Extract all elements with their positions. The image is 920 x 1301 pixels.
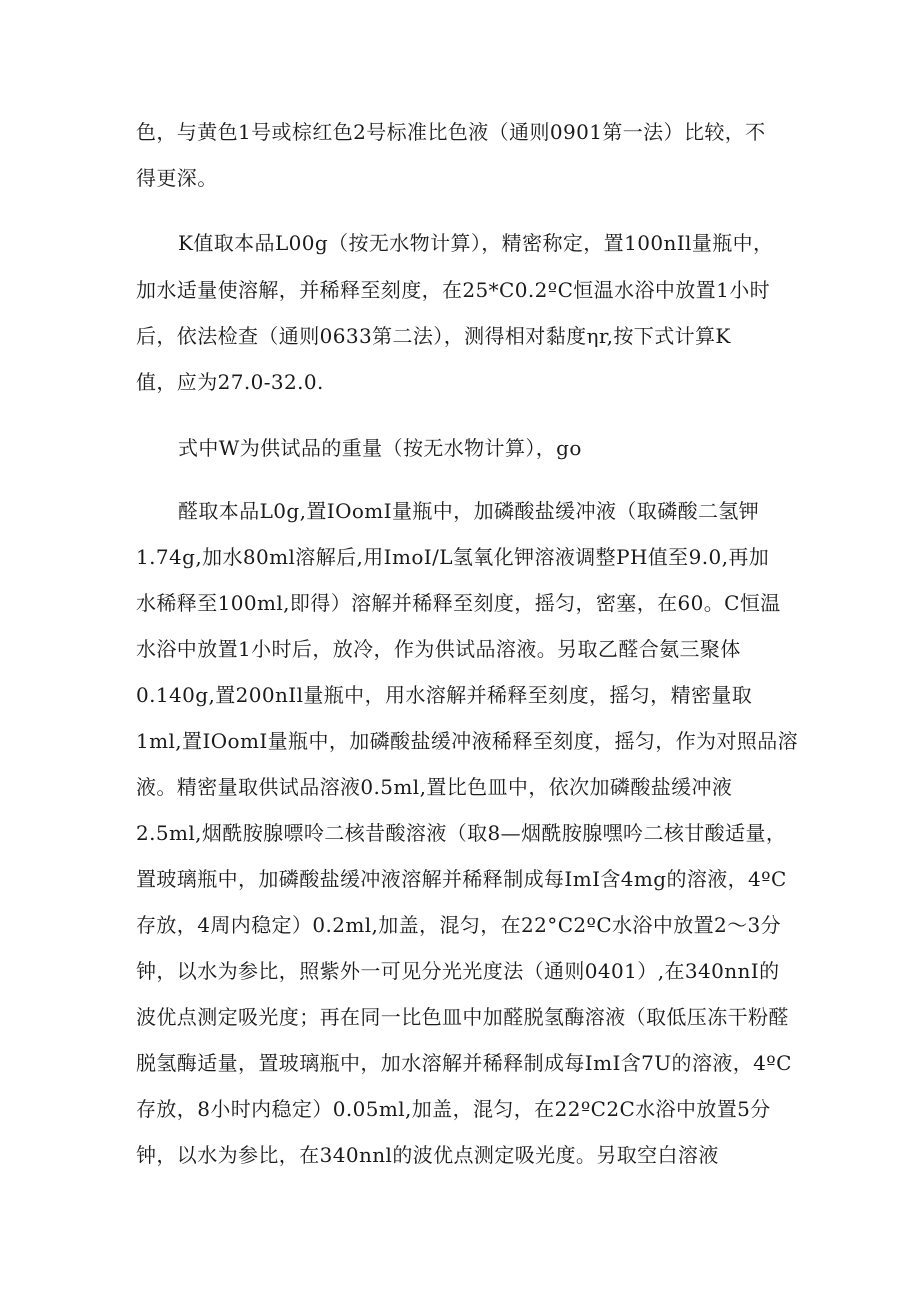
text-line: 置玻璃瓶中，加磷酸盐缓冲液溶解并稀释制成每ImI含4mg的溶液，4ºC [136,867,787,891]
text-line: 值，应为27.0-32.0. [136,370,324,394]
text-line: 加水适量使溶解，并稀释至刻度，在25*C0.2ºC恒温水浴中放置1小时 [136,278,770,302]
text-line: 色，与黄色1号或棕红色2号标准比色液（通则0901第一法）比较，不 [136,120,766,144]
paragraph-start-line: K值取本品L00g（按无水物计算），精密称定，置100nIl量瓶中， [178,231,774,255]
text-line: 后，依法检查（通则0633第二法），测得相对黏度ηr,按下式计算K [136,324,731,348]
text-line: 1ml,置IOomI量瓶中，加磷酸盐缓冲液稀释至刻度，摇匀，作为对照品溶 [136,729,799,753]
text-line: 得更深。 [136,166,218,190]
text-line: 液。精密量取供试品溶液0.5ml,置比色皿中，依次加磷酸盐缓冲液 [136,775,733,799]
text-line: 水浴中放置1小时后，放冷，作为供试品溶液。另取乙醛合氨三聚体 [136,637,741,661]
paragraph-start-line: 式中W为供试品的重量（按无水物计算），go [178,436,582,460]
text-line: 存放，4周内稳定）0.2ml,加盖，混匀，在22°C2ºC水浴中放置2～3分 [136,913,782,937]
text-line: 水稀释至100ml,即得）溶解并稀释至刻度，摇匀，密塞，在60。C恒温 [136,591,781,615]
text-line: 1.74g,加水80ml溶解后,用ImoI/L氢氧化钾溶液调整PH值至9.0,再加 [136,545,770,569]
text-line: 0.140g,置200nIl量瓶中，用水溶解并稀释至刻度，摇匀，精密量取 [136,683,753,707]
text-line: 脱氢酶适量，置玻璃瓶中，加水溶解并稀释制成每ImI含7U的溶液，4ºC [136,1051,792,1075]
paragraph-start-line: 醛取本品L0g,置IOomI量瓶中，加磷酸盐缓冲液（取磷酸二氢钾 [178,499,760,523]
text-line: 存放，8小时内稳定）0.05ml,加盖，混匀，在22ºC2C水浴中放置5分 [136,1097,771,1121]
text-line: 钟，以水为参比，在340nnl的波优点测定吸光度。另取空白溶液 [136,1143,719,1167]
text-line: 波优点测定吸光度；再在同一比色皿中加醛脱氢酶溶液（取低压冻干粉醛 [136,1005,789,1029]
text-line: 钟，以水为参比，照紫外一可见分光光度法（通则0401）,在340nnI的 [136,959,780,983]
text-line: 2.5ml,烟酰胺腺嘌呤二核昔酸溶液（取8—烟酰胺腺嘿吟二核甘酸适量， [136,821,787,845]
